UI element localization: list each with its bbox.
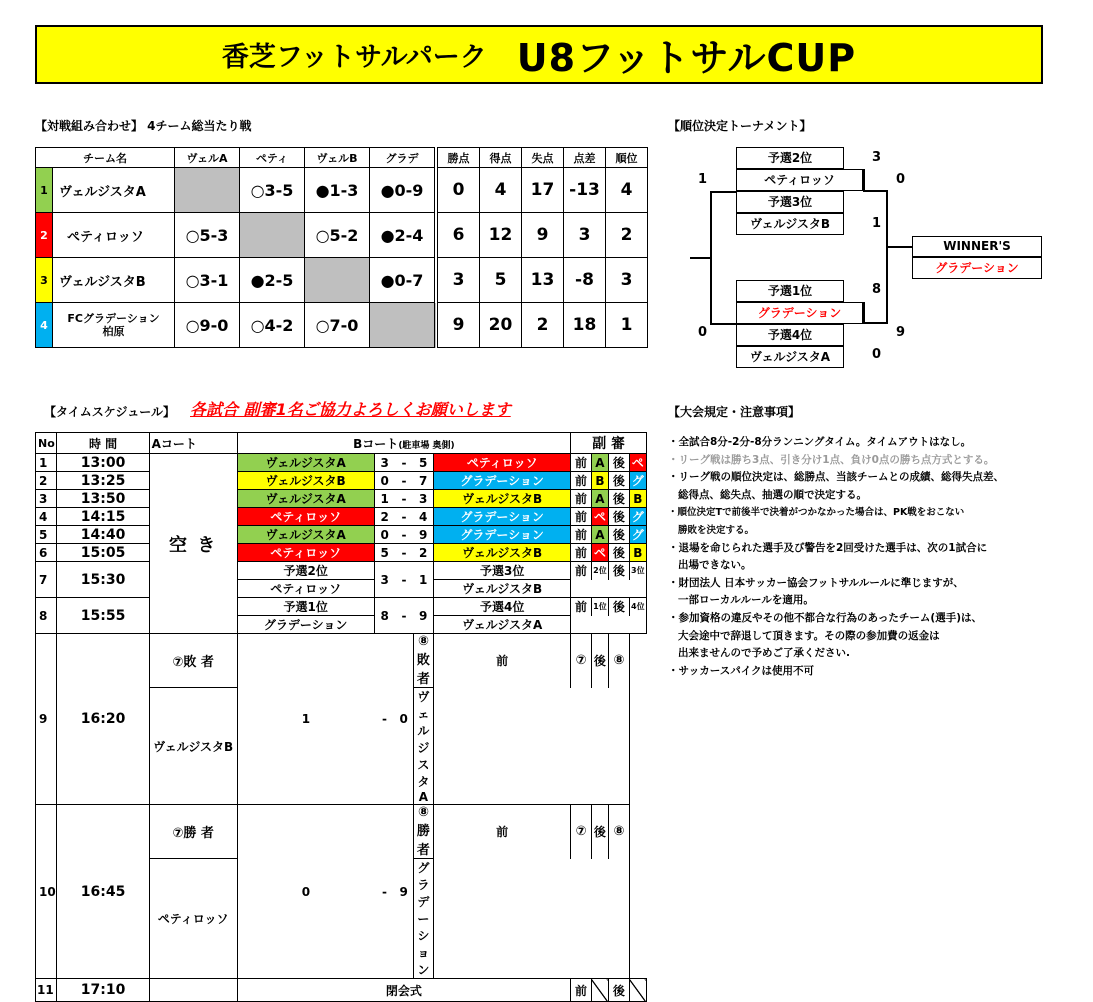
score-away: 1: [413, 562, 433, 598]
ref-back-team: グ: [629, 526, 646, 544]
score-away: 0: [395, 634, 413, 805]
a-court-cell: 空 き: [149, 454, 237, 634]
rule-line: ・リーグ戦は勝ち3点、引き分け1点、負け0点の勝ち点方式とする。: [668, 453, 995, 466]
bracket-score: 8: [872, 282, 882, 297]
match-time: 13:50: [57, 490, 149, 508]
home-team: ヴェルジスタA: [237, 490, 374, 508]
bracket-line: [690, 257, 712, 259]
result-cell: ●0-9: [370, 168, 437, 213]
score-dash: -: [395, 598, 413, 634]
bracket-score: 0: [872, 347, 882, 362]
match-time: 13:00: [57, 454, 149, 472]
league-header: 点差: [564, 148, 606, 168]
result-cell: ○3-1: [175, 258, 240, 303]
bracket-score: 1: [872, 216, 882, 231]
ref-back-team: ⑧: [609, 634, 629, 688]
rank: 2: [606, 213, 648, 258]
score-dash: -: [395, 490, 413, 508]
goals-for: 12: [480, 213, 522, 258]
league-row: [36, 213, 648, 258]
home-team: ヴェルジスタB: [237, 472, 374, 490]
team-index: 1: [36, 168, 53, 213]
away-team: グラデーション: [413, 859, 433, 979]
match-time: 16:20: [57, 634, 149, 805]
ref-front-team: A: [591, 490, 608, 508]
schedule-row: [36, 562, 647, 580]
home-team: ペティロッソ: [237, 508, 374, 526]
bracket-score: 0: [896, 172, 906, 187]
ref-back-team: ペ: [629, 454, 646, 472]
ref-front-team: [591, 979, 608, 1002]
league-row: [36, 258, 648, 303]
score-dash: -: [374, 634, 394, 805]
away-team: ペティロッソ: [434, 454, 571, 472]
league-row: [36, 303, 648, 348]
rule-line: ・全試合8分-2分-8分ランニングタイム。タイムアウトはなし。: [668, 436, 972, 448]
bracket-line: [710, 257, 712, 325]
ref-front: 前: [571, 472, 591, 490]
team-index: 2: [36, 213, 53, 258]
league-header: 順位: [606, 148, 648, 168]
bracket-section-label: 【順位決定トーナメント】: [668, 119, 812, 133]
home-team: ペティロッソ: [237, 580, 374, 598]
ref-front: 前: [571, 526, 591, 544]
ref-front: 前: [571, 562, 591, 580]
ref-front-team: B: [591, 472, 608, 490]
bracket-line: [886, 190, 888, 248]
title-main: 香芝フットサルパーク: [221, 42, 487, 73]
team-name: ヴェルジスタA: [53, 168, 175, 213]
away-team-label: ⑧敗 者: [413, 634, 433, 688]
goals-for: 4: [480, 168, 522, 213]
ref-back: 後: [609, 979, 629, 1002]
ref-back-team: グ: [629, 508, 646, 526]
ref-back-team: [629, 979, 646, 1002]
score-dash: -: [395, 508, 413, 526]
score-home: 0: [374, 526, 394, 544]
schedule-row: [36, 454, 647, 472]
rules-list: [668, 434, 1078, 680]
rule-line: 勝敗を決定する。: [678, 524, 755, 536]
ref-back-team: 3位: [629, 562, 646, 580]
ref-front: 前: [571, 490, 591, 508]
home-team-label: ⑦敗 者: [149, 634, 237, 688]
rule-line: ・財団法人 日本サッカー協会フットサルルールに準じますが、: [668, 576, 964, 589]
score-home: 3: [374, 562, 394, 598]
away-team-label: 予選4位: [434, 598, 571, 616]
rank: 1: [606, 303, 648, 348]
schedule-row: [36, 979, 647, 1002]
ref-back: 後: [609, 598, 629, 616]
league-header: ヴェルB: [305, 148, 370, 168]
ref-back: 後: [609, 562, 629, 580]
result-cell: [175, 168, 240, 213]
schedule-row: [36, 805, 647, 859]
bracket-line: [863, 169, 865, 192]
goals-for: 20: [480, 303, 522, 348]
team-name: [53, 303, 175, 348]
ref-front: 前: [571, 598, 591, 616]
schedule-row: [36, 544, 647, 562]
home-team-label: ⑦勝 者: [149, 805, 237, 859]
league-header-team: チーム名: [36, 148, 175, 168]
points: 3: [436, 258, 480, 303]
score-away: 9: [413, 598, 433, 634]
league-header: 得点: [480, 148, 522, 168]
points: 6: [436, 213, 480, 258]
home-team: ペティロッソ: [237, 544, 374, 562]
ref-front: 前: [571, 454, 591, 472]
bracket-bot-label2: 予選4位: [736, 324, 844, 346]
header-no: No: [36, 433, 57, 454]
score-home: 5: [374, 544, 394, 562]
rule-line: 出来ませんので予めご了承ください.: [678, 647, 850, 660]
header-b-court: [237, 433, 571, 454]
match-no: 11: [36, 979, 57, 1002]
home-team-label: 予選2位: [237, 562, 374, 580]
bracket-bot-team2: ヴェルジスタA: [736, 346, 844, 368]
schedule-notice: 各試合 副審1名ご協力よろしくお願いします: [190, 400, 511, 419]
bracket-line: [886, 246, 912, 248]
score-dash: -: [395, 562, 413, 598]
result-cell: ○5-2: [305, 213, 370, 258]
rule-line: ・リーグ戦の順位決定は、総勝点、当該チームとの成績、総得失点差、: [668, 471, 1004, 484]
ref-back-team: グ: [629, 472, 646, 490]
header-a-court: Aコート: [149, 433, 237, 454]
ref-back-team: B: [629, 490, 646, 508]
league-header: グラデ: [370, 148, 437, 168]
match-time: 13:25: [57, 472, 149, 490]
score-dash: -: [395, 472, 413, 490]
team-name: ペティロッソ: [53, 213, 175, 258]
goal-diff: -8: [564, 258, 606, 303]
result-cell: [240, 213, 305, 258]
bracket-line: [710, 191, 712, 259]
score-home: 0: [374, 472, 394, 490]
result-cell: ○7-0: [305, 303, 370, 348]
ref-back-team: 4位: [629, 598, 646, 616]
score-home: 8: [374, 598, 394, 634]
closing-ceremony: 閉会式: [237, 979, 571, 1002]
schedule-row: [36, 526, 647, 544]
score-away: 9: [395, 805, 413, 979]
match-time: 15:30: [57, 562, 149, 598]
goals-against: 9: [522, 213, 564, 258]
score-away: 5: [413, 454, 433, 472]
result-cell: ○3-5: [240, 168, 305, 213]
score-away: 9: [413, 526, 433, 544]
score-dash: -: [374, 805, 394, 979]
bracket-line: [863, 190, 887, 192]
match-no: 6: [36, 544, 57, 562]
score-home: 0: [237, 805, 374, 979]
away-team-label: ⑧勝 者: [413, 805, 433, 859]
score-home: 2: [374, 508, 394, 526]
score-dash: -: [395, 454, 413, 472]
ref-back: 後: [609, 472, 629, 490]
league-section-label: 【対戦組み合わせ】 4チーム総当たり戦: [35, 119, 252, 133]
ref-front: 前: [434, 805, 571, 859]
ref-spacer: [571, 616, 647, 634]
ref-spacer: [434, 688, 629, 805]
bracket-top-team2: ヴェルジスタB: [736, 213, 844, 235]
away-team: ヴェルジスタB: [434, 580, 571, 598]
ref-front-team: ペ: [591, 508, 608, 526]
bracket-bot-label1: 予選1位: [736, 280, 844, 302]
ref-front-team: A: [591, 454, 608, 472]
away-team-label: 予選3位: [434, 562, 571, 580]
result-cell: ●0-7: [370, 258, 437, 303]
a-court-empty: [149, 979, 237, 1002]
ref-front-team: 2位: [591, 562, 608, 580]
team-index: 3: [36, 258, 53, 303]
score-home: 1: [237, 634, 374, 805]
bracket-line: [886, 246, 888, 324]
match-time: 15:55: [57, 598, 149, 634]
bracket-top-team1: ペティロッソ: [736, 169, 863, 191]
score-away: 4: [413, 508, 433, 526]
match-time: 14:15: [57, 508, 149, 526]
bracket-bot-team1: グラデーション: [736, 302, 863, 324]
goals-for: 5: [480, 258, 522, 303]
bracket-top-label1: 予選2位: [736, 147, 844, 169]
ref-spacer: [434, 859, 629, 979]
score-away: 2: [413, 544, 433, 562]
score-away: 7: [413, 472, 433, 490]
result-cell: ○9-0: [175, 303, 240, 348]
ref-back-team: ⑧: [609, 805, 629, 859]
title-banner: [35, 25, 1043, 84]
home-team: ヴェルジスタA: [237, 454, 374, 472]
ref-front: 前: [434, 634, 571, 688]
header-time: 時 間: [57, 433, 149, 454]
match-no: 8: [36, 598, 57, 634]
schedule-table: [35, 432, 647, 1002]
result-cell: ●2-4: [370, 213, 437, 258]
score-away: 3: [413, 490, 433, 508]
score-dash: -: [395, 526, 413, 544]
away-team: グラデーション: [434, 508, 571, 526]
rules-section-label: 【大会規定・注意事項】: [668, 405, 801, 419]
rule-line: 出場できない。: [678, 559, 752, 572]
ref-back: 後: [609, 490, 629, 508]
title-sub: U8フットサルCUP: [516, 36, 857, 80]
schedule-row: [36, 508, 647, 526]
winner-team: グラデーション: [912, 257, 1042, 279]
match-no: 4: [36, 508, 57, 526]
home-team: ヴェルジスタB: [149, 688, 237, 805]
points: 9: [436, 303, 480, 348]
away-team: グラデーション: [434, 526, 571, 544]
match-time: 14:40: [57, 526, 149, 544]
home-team: ヴェルジスタA: [237, 526, 374, 544]
team-name-line2: 柏原: [102, 325, 125, 338]
schedule-section-label: 【タイムスケジュール】: [44, 405, 176, 419]
league-row: [36, 168, 648, 213]
league-header: 勝点: [436, 148, 480, 168]
schedule-row: [36, 490, 647, 508]
ref-front: 前: [571, 544, 591, 562]
score-home: 3: [374, 454, 394, 472]
result-cell: ○5-3: [175, 213, 240, 258]
away-team: ヴェルジスタB: [434, 544, 571, 562]
result-cell: ○4-2: [240, 303, 305, 348]
schedule-header-row: [36, 433, 647, 454]
league-header-row: [36, 148, 648, 168]
home-team: ペティロッソ: [149, 859, 237, 979]
rule-line: ・順位決定Tで前後半で決着がつかなかった場合は、PK戦をおこない: [668, 507, 965, 519]
ref-back: 後: [609, 508, 629, 526]
goal-diff: 3: [564, 213, 606, 258]
rank: 4: [606, 168, 648, 213]
league-header: 失点: [522, 148, 564, 168]
match-no: 3: [36, 490, 57, 508]
home-team: グラデーション: [237, 616, 374, 634]
header-b-court-sub: (駐車場 奥側): [398, 440, 455, 451]
ref-spacer: [571, 580, 647, 598]
goal-diff: -13: [564, 168, 606, 213]
bracket-top-label2: 予選3位: [736, 191, 844, 213]
league-header: ヴェルA: [175, 148, 240, 168]
score-home: 1: [374, 490, 394, 508]
ref-back-team: B: [629, 544, 646, 562]
ref-back: 後: [591, 805, 608, 859]
bracket-score: 9: [896, 325, 906, 340]
away-team: ヴェルジスタA: [413, 688, 433, 805]
ref-front: 前: [571, 508, 591, 526]
ref-back: 後: [609, 526, 629, 544]
bracket-score: 0: [698, 325, 708, 340]
rule-line: 一部ローカルルールを適用。: [678, 594, 814, 607]
result-cell: ●1-3: [305, 168, 370, 213]
bracket-line: [710, 191, 736, 193]
schedule-row: [36, 598, 647, 616]
schedule-row: [36, 634, 647, 688]
match-time: 15:05: [57, 544, 149, 562]
rule-line: ・退場を命じられた選手及び警告を2回受けた選手は、次の1試合に: [668, 541, 988, 554]
match-no: 2: [36, 472, 57, 490]
league-table: [35, 147, 648, 348]
team-name: ヴェルジスタB: [53, 258, 175, 303]
ref-front-team: ⑦: [571, 805, 591, 859]
ref-back: 後: [591, 634, 608, 688]
result-cell: [370, 303, 437, 348]
match-no: 1: [36, 454, 57, 472]
away-team: ヴェルジスタA: [434, 616, 571, 634]
bracket-line: [863, 322, 887, 324]
team-index: 4: [36, 303, 53, 348]
ref-front-team: ⑦: [571, 634, 591, 688]
ref-front-team: 1位: [591, 598, 608, 616]
rank: 3: [606, 258, 648, 303]
schedule-row: [36, 472, 647, 490]
bracket-line: [863, 302, 865, 324]
header-b-court-label: Bコート: [353, 436, 399, 451]
goals-against: 13: [522, 258, 564, 303]
ref-front-team: ペ: [591, 544, 608, 562]
rule-line: 大会途中で辞退して頂きます。その際の参加費の返金は: [678, 629, 940, 642]
score-dash: -: [395, 544, 413, 562]
bracket-score: 3: [872, 150, 882, 165]
points: 0: [436, 168, 480, 213]
ref-back: 後: [609, 454, 629, 472]
home-team-label: 予選1位: [237, 598, 374, 616]
ref-front-team: A: [591, 526, 608, 544]
ref-back: 後: [609, 544, 629, 562]
bracket-score: 1: [698, 172, 708, 187]
match-no: 9: [36, 634, 57, 805]
match-no: 7: [36, 562, 57, 598]
result-cell: [305, 258, 370, 303]
match-no: 10: [36, 805, 57, 979]
league-header: ペティ: [240, 148, 305, 168]
match-time: 16:45: [57, 805, 149, 979]
match-time: 17:10: [57, 979, 149, 1002]
goals-against: 17: [522, 168, 564, 213]
match-no: 5: [36, 526, 57, 544]
winner-label: WINNER'S: [912, 236, 1042, 257]
result-cell: ●2-5: [240, 258, 305, 303]
goals-against: 2: [522, 303, 564, 348]
goal-diff: 18: [564, 303, 606, 348]
header-referee: 副 審: [571, 433, 647, 454]
rule-line: 総得点、総失点、抽選の順で決定する。: [678, 488, 867, 501]
away-team: ヴェルジスタB: [434, 490, 571, 508]
rule-line: ・参加資格の違反やその他不都合な行為のあったチーム(選手)は、: [668, 611, 982, 624]
team-name-line1: FCグラデーション: [67, 312, 160, 325]
ref-front: 前: [571, 979, 591, 1002]
rule-line: ・サッカースパイクは使用不可: [668, 664, 815, 677]
away-team: グラデーション: [434, 472, 571, 490]
bracket-line: [710, 323, 736, 325]
